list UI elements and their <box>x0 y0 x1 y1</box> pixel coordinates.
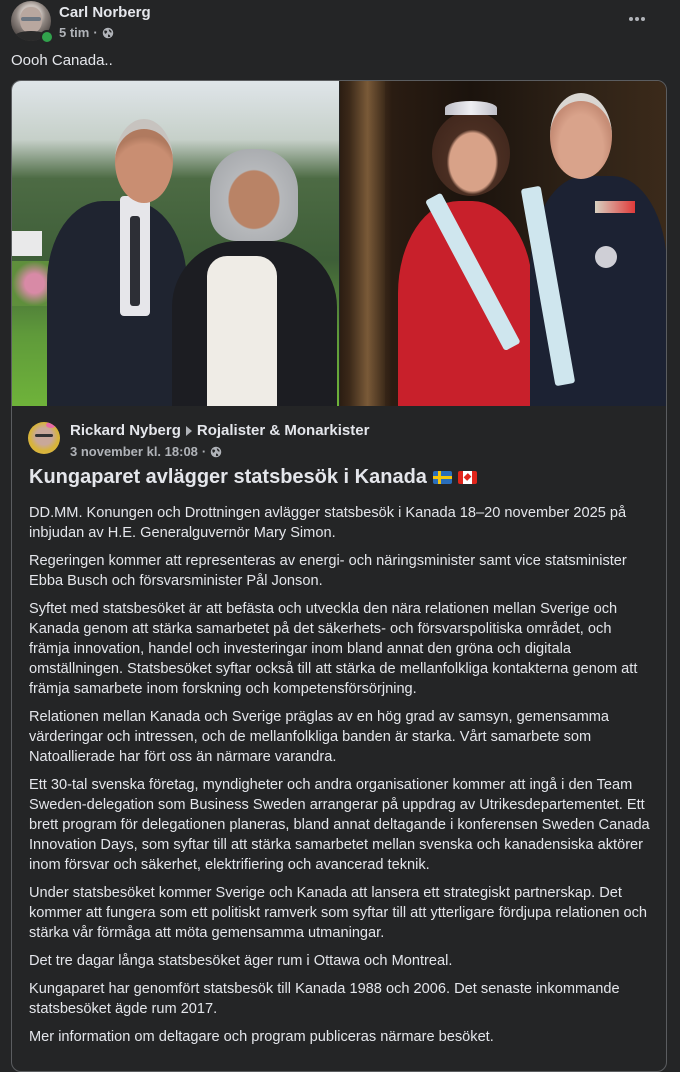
more-dot <box>641 17 645 21</box>
flag-sweden-icon <box>433 471 452 484</box>
online-status-indicator <box>40 30 54 44</box>
headline-text: Kungaparet avlägger statsbesök i Kanada <box>29 466 427 488</box>
photo-royal-couple[interactable] <box>340 81 667 406</box>
avatar-hair <box>46 422 56 428</box>
photo-woman-head <box>210 149 298 241</box>
photo-queen-dress <box>398 201 533 406</box>
post-time[interactable]: 5 tim <box>59 25 90 40</box>
photo-tiara <box>445 101 497 115</box>
avatar-glasses <box>21 17 41 21</box>
photo-queen-head <box>432 111 510 196</box>
sharer-line <box>70 422 369 439</box>
globe-icon[interactable] <box>210 446 222 458</box>
meta-separator: · <box>93 25 98 40</box>
more-dot <box>635 17 639 21</box>
more-options-button[interactable] <box>625 9 649 29</box>
shared-meta <box>70 444 222 459</box>
article-paragraph: Det tre dagar långa statsbesöket äger rum i Ottawa och Montreal. <box>29 953 453 969</box>
article-paragraph: DD.MM. Konungen och Drottningen avlägger statsbesök i Kanada 18–20 november 2025 på inbjudan av H.E. Generalguvernör Mary Simon. <box>29 505 627 541</box>
photo-governor-general-couple[interactable] <box>12 81 339 406</box>
meta-separator: · <box>201 444 207 459</box>
article-headline <box>29 466 477 489</box>
photo-pillar <box>350 81 385 406</box>
sharer-avatar[interactable] <box>28 422 60 454</box>
more-dot <box>629 17 633 21</box>
photo-man-tie <box>130 216 140 306</box>
sharer-name[interactable]: Rickard Nyberg <box>70 422 181 439</box>
photo-king-head <box>550 93 612 179</box>
article-body <box>29 503 651 1055</box>
shared-post-card[interactable] <box>11 80 667 1072</box>
post-header <box>11 1 671 43</box>
shared-timestamp[interactable]: 3 november kl. 18:08 <box>70 444 198 459</box>
photo-king-medals <box>595 201 635 213</box>
article-paragraph: Mer information om deltagare och program publiceras närmare besöket. <box>29 1029 494 1045</box>
article-paragraph: Relationen mellan Kanada och Sverige präglas av en hög grad av samsyn, gemensamma värderingar och intressen, och de mellanfolkliga banden är starka. Vårt samarbete som Natoallierade har fört oss än närmare varandra. <box>29 709 610 765</box>
photo-man-head <box>115 119 173 203</box>
avatar-glasses <box>35 434 53 437</box>
author-name[interactable]: Carl Norberg <box>59 4 151 21</box>
article-paragraph: Kungaparet har genomfört statsbesök till Kanada 1988 och 2006. Det senaste inkommande statsbesöket ägde rum 2017. <box>29 981 620 1017</box>
photo-man-suit <box>47 201 187 406</box>
globe-icon[interactable] <box>102 27 114 39</box>
article-paragraph: Under statsbesöket kommer Sverige och Kanada att lansera ett strategiskt partnerskap. Det kommer att fungera som ett politiskt ramverk som syftar till att ytterligare fördjupa relationen och stärka vår förmåga att möta gemensamma utmaningar. <box>29 885 648 941</box>
article-paragraph: Regeringen kommer att representeras av energi- och näringsminister samt vice statsminister Ebba Busch och försvarsminister Pål Jonson. <box>29 553 627 589</box>
article-paragraph: Syftet med statsbesöket är att befästa och utveckla den nära relationen mellan Sverige och Kanada genom att stärka samarbetet på det säkerhets- och försvarspolitiska området, och främja innovation, handel och investeringar inom bland annat den gröna och digitala omställningen. Statsbesöket syftar också till att stärka de mellanfolkliga kontakterna genom att främja samarbete inom forskning och kompetensförsörjning. <box>29 601 638 697</box>
article-paragraph: Ett 30-tal svenska företag, myndigheter och andra organisationer kommer att ingå i den Team Sweden-delegation som Business Sweden arrangerar på uppdrag av Utrikesdepartementet. Ett brett program för delegationen planeras, bland annat deltagande i konferensen Sweden Canada Innovation Days, som syftar till att stärka samarbetet mellan svenska och kanadensiska aktörer inom försvar och säkerhet, elektrifiering och avancerad teknik. <box>29 777 650 873</box>
post-caption: Oooh Canada.. <box>11 52 113 69</box>
flag-canada-icon <box>458 471 477 484</box>
arrow-right-icon <box>186 426 192 436</box>
photo-woman-blouse <box>207 256 277 406</box>
photo-building <box>12 231 42 256</box>
photo-grid <box>12 81 666 406</box>
group-name[interactable]: Rojalister & Monarkister <box>196 422 370 439</box>
photo-king-star <box>595 246 617 268</box>
post-meta <box>59 25 114 40</box>
